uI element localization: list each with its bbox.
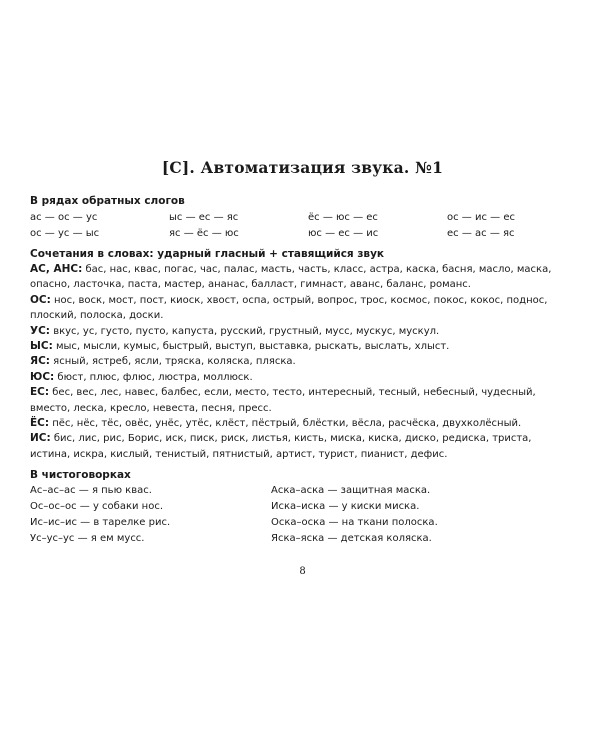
line-text: вкус, ус, густо, пусто, капуста, русский, грустный, мусс, мускус, мускул.	[50, 325, 440, 337]
line-text: бюст, плюс, флюс, люстра, моллюск.	[54, 371, 253, 383]
line-text: нос, воск, мост, пост, киоск, хвост, оспа, острый, вопрос, трос, космос, покос, кокос, поднос,	[50, 294, 548, 306]
page-number: 8	[299, 566, 306, 577]
syllable-row-item: ёс — юс — ес	[308, 212, 378, 223]
combinations-section	[30, 247, 575, 462]
page-title: [С]. Автоматизация звука. №1	[161, 158, 444, 177]
tongue-twister: Аска–аска — защитная маска.	[271, 485, 431, 496]
text-line	[30, 339, 575, 354]
line-text: ясный, ястреб, ясли, тряска, коляска, пляска.	[50, 356, 296, 368]
syllable-row-item: юс — ес — ис	[308, 228, 379, 239]
line-label: АС, АНС:	[30, 263, 83, 275]
syllable-row-item: ос — ис — ес	[447, 212, 515, 223]
line-label: ОС:	[30, 293, 51, 306]
line-text: бас, нас, квас, погас, час, палас, масть, часть, класс, астра, каска, басня, масло, маска,	[82, 264, 552, 275]
syllable-row-item: ас — ос — ус	[30, 212, 98, 223]
line-text: опасно, ласточка, паста, мастер, ананас, балласт, гимнаст, аванс, баланс, романс.	[30, 279, 471, 291]
line-label: ЮС:	[30, 370, 55, 383]
tongue-twister-grid	[30, 483, 575, 547]
tongue-twister: Иска–иска — у киски миска.	[271, 501, 420, 512]
line-text: вместо, леска, кресло, невеста, песня, пресс.	[30, 402, 272, 414]
line-label: ЕС:	[30, 386, 50, 399]
text-line	[30, 308, 575, 323]
line-label: ИС:	[30, 432, 51, 445]
line-text: пёс, нёс, тёс, овёс, унёс, утёс, клёст, пёстрый, блёстки, вёсла, расчёска, двухколёсный.	[49, 418, 522, 430]
tongue-twister: Ус–ус–ус — я ем мусс.	[30, 533, 145, 544]
reverse-syllables-section	[30, 194, 575, 242]
tongue-twister: Ас–ас–ас — я пью квас.	[30, 485, 152, 496]
combinations-text	[30, 262, 575, 462]
tongue-twister: Ос–ос–ос — у собаки нос.	[30, 501, 164, 512]
text-line	[30, 277, 575, 292]
syllable-row-item: ес — ас — яс	[447, 228, 515, 239]
line-text: истина, искра, кислый, тенистый, пятнистый, артист, турист, пианист, дефис.	[30, 448, 448, 460]
text-line	[30, 385, 575, 400]
tongue-twister: Оска–оска — на ткани полоска.	[271, 517, 438, 528]
line-label: ЁС:	[30, 417, 50, 430]
tongue-twister: Ис–ис–ис — в тарелке рис.	[30, 517, 171, 528]
tongue-twisters-section	[30, 468, 575, 547]
syllable-grid	[30, 210, 575, 242]
section-heading: В чистоговорках	[30, 469, 131, 481]
line-text: мыс, мысли, кумыс, быстрый, выступ, выставка, рыскать, выслать, хлыст.	[52, 341, 450, 353]
text-line	[30, 447, 575, 462]
tongue-twister: Яска–яска — детская коляска.	[271, 533, 432, 544]
text-line	[30, 431, 575, 446]
syllable-row-item: ыс — ес — яс	[169, 212, 239, 223]
line-text: плоский, полоска, доски.	[30, 310, 164, 322]
line-text: бис, лис, рис, Борис, иск, писк, риск, листья, кисть, миска, киска, диско, редиска, триста,	[50, 433, 532, 445]
line-label: ЯС:	[30, 355, 50, 368]
line-label: УС:	[30, 324, 51, 337]
text-line	[30, 416, 575, 431]
text-line	[30, 401, 575, 416]
line-text: бес, вес, лес, навес, балбес, если, место, тесто, интересный, тесный, небесный, чудесный,	[49, 387, 536, 399]
text-line	[30, 354, 575, 369]
line-label: ЫС:	[30, 340, 53, 353]
syllable-row-item: ос — ус — ыс	[30, 228, 100, 239]
text-line	[30, 370, 575, 385]
section-heading: Сочетания в словах: ударный гласный + ставящийся звук	[30, 248, 385, 260]
section-heading: В рядах обратных слогов	[30, 195, 185, 207]
text-line	[30, 324, 575, 339]
text-line	[30, 293, 575, 308]
text-line	[30, 262, 575, 277]
syllable-row-item: яс — ёс — юс	[169, 228, 239, 239]
